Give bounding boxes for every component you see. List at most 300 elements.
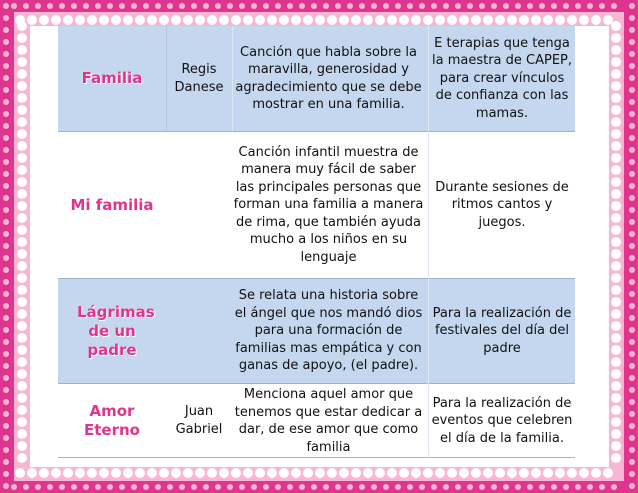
- scallop-dot: [423, 468, 433, 478]
- scallop-dot: [243, 15, 253, 25]
- scallop-dot: [63, 15, 73, 25]
- scallop-dot: [3, 447, 9, 453]
- scallop-dot: [629, 471, 635, 477]
- scallop-dot: [17, 405, 27, 415]
- scallop-dot: [3, 51, 9, 57]
- scallop-dot: [335, 484, 341, 490]
- scallop-dot: [17, 321, 27, 331]
- scallop-dot: [17, 189, 27, 199]
- scallop-dot: [239, 484, 245, 490]
- scallop-dot: [455, 484, 461, 490]
- scallop-dot: [611, 381, 621, 391]
- scallop-dot: [629, 51, 635, 57]
- scallop-dot: [339, 15, 349, 25]
- scallop-dot: [303, 468, 313, 478]
- scallop-dot: [143, 3, 149, 9]
- scallop-dot: [263, 484, 269, 490]
- author-cell: [166, 384, 232, 458]
- scallop-dot: [51, 468, 61, 478]
- scallop-dot: [87, 15, 97, 25]
- scallop-dot: [479, 3, 485, 9]
- scallop-dot: [17, 429, 27, 439]
- scallop-dot: [111, 15, 121, 25]
- scallop-dot: [215, 484, 221, 490]
- scallop-dot: [255, 468, 265, 478]
- scallop-dot: [431, 3, 437, 9]
- scallop-dot: [447, 15, 457, 25]
- column-divider: [166, 26, 167, 131]
- scallop-dot: [17, 381, 27, 391]
- scallop-dot: [603, 468, 613, 478]
- scallop-dot: [47, 484, 53, 490]
- scallop-dot: [3, 123, 9, 129]
- scallop-dot: [629, 339, 635, 345]
- scallop-dot: [563, 3, 569, 9]
- scallop-dot: [3, 111, 9, 117]
- scallop-dot: [611, 441, 621, 451]
- column-divider: [428, 26, 429, 458]
- scallop-dot: [131, 484, 137, 490]
- song-title: Mi familia: [70, 195, 154, 214]
- scallop-dot: [491, 3, 497, 9]
- scallop-dot: [629, 219, 635, 225]
- scallop-dot: [3, 39, 9, 45]
- scallop-dot: [17, 201, 27, 211]
- scallop-dot: [3, 231, 9, 237]
- scallop-dot: [519, 15, 529, 25]
- scallop-dot: [17, 33, 27, 43]
- song-title-cell: [58, 279, 166, 383]
- scallop-dot: [17, 249, 27, 259]
- scallop-dot: [17, 261, 27, 271]
- scallop-dot: [495, 15, 505, 25]
- scallop-dot: [555, 15, 565, 25]
- scallop-dot: [3, 483, 9, 489]
- scallop-dot: [27, 15, 37, 25]
- scallop-dot: [611, 81, 621, 91]
- scallop-dot: [3, 411, 9, 417]
- song-title-cell: [58, 26, 166, 131]
- use-cell: [429, 26, 575, 131]
- scallop-dot: [603, 15, 613, 25]
- scallop-dot: [611, 357, 621, 367]
- scallop-dot: [119, 484, 125, 490]
- scallop-dot: [611, 333, 621, 343]
- scallop-dot: [59, 484, 65, 490]
- scallop-dot: [131, 3, 137, 9]
- scallop-dot: [267, 468, 277, 478]
- scallop-dot: [459, 468, 469, 478]
- scallop-dot: [183, 15, 193, 25]
- scallop-dot: [515, 484, 521, 490]
- scallop-dot: [63, 468, 73, 478]
- scallop-dot: [629, 135, 635, 141]
- scallop-dot: [27, 468, 37, 478]
- scallop-dot: [629, 411, 635, 417]
- song-description: Menciona aquel amor que tenemos que estar dedicar a dar, de ese amor que como familia: [234, 387, 423, 455]
- scallop-dot: [287, 484, 293, 490]
- scallop-dot: [3, 255, 9, 261]
- scallop-dot: [611, 69, 621, 79]
- song-description: Canción que habla sobre la maravilla, generosidad y agradecimiento que se debe mostrar en una familia.: [235, 44, 422, 112]
- scallop-dot: [17, 117, 27, 127]
- scallop-dot: [455, 3, 461, 9]
- scallop-dot: [227, 484, 233, 490]
- scallop-dot: [471, 468, 481, 478]
- scallop-dot: [323, 484, 329, 490]
- scallop-dot: [399, 15, 409, 25]
- scallop-dot: [629, 87, 635, 93]
- description-cell: [230, 279, 427, 383]
- scallop-dot: [3, 315, 9, 321]
- song-title: Amor Eterno: [84, 402, 140, 439]
- scallop-dot: [327, 15, 337, 25]
- scallop-dot: [17, 417, 27, 427]
- scallop-dot: [483, 15, 493, 25]
- scallop-dot: [629, 159, 635, 165]
- scallop-dot: [629, 99, 635, 105]
- scallop-dot: [351, 468, 361, 478]
- scallop-dot: [219, 15, 229, 25]
- scallop-dot: [3, 459, 9, 465]
- scallop-dot: [519, 468, 529, 478]
- scallop-dot: [3, 99, 9, 105]
- scallop-dot: [3, 87, 9, 93]
- scallop-dot: [629, 27, 635, 33]
- scallop-dot: [17, 237, 27, 247]
- scallop-dot: [15, 468, 25, 478]
- scallop-dot: [17, 81, 27, 91]
- scallop-dot: [629, 399, 635, 405]
- song-title-cell: [58, 132, 166, 278]
- scallop-dot: [231, 15, 241, 25]
- table-row: [58, 132, 575, 278]
- row-divider: [58, 457, 575, 458]
- scallop-dot: [17, 297, 27, 307]
- scallop-dot: [11, 484, 17, 490]
- scallop-dot: [227, 3, 233, 9]
- scallop-dot: [263, 3, 269, 9]
- scallop-dot: [335, 3, 341, 9]
- scallop-dot: [3, 195, 9, 201]
- scallop-dot: [17, 357, 27, 367]
- scallop-dot: [629, 303, 635, 309]
- scallop-dot: [135, 15, 145, 25]
- scallop-dot: [3, 3, 9, 9]
- scallop-dot: [155, 3, 161, 9]
- scallop-dot: [17, 69, 27, 79]
- scallop-dot: [17, 45, 27, 55]
- scallop-dot: [123, 468, 133, 478]
- scallop-dot: [591, 15, 601, 25]
- scallop-dot: [279, 15, 289, 25]
- scallop-dot: [17, 453, 27, 463]
- scallop-dot: [275, 484, 281, 490]
- row-divider: [58, 131, 575, 132]
- scallop-dot: [3, 63, 9, 69]
- scallop-dot: [629, 483, 635, 489]
- scallop-dot: [515, 3, 521, 9]
- scallop-dot: [191, 3, 197, 9]
- scallop-dot: [17, 141, 27, 151]
- scallop-dot: [611, 345, 621, 355]
- scallop-dot: [507, 468, 517, 478]
- scallop-dot: [311, 3, 317, 9]
- scallop-dot: [587, 3, 593, 9]
- scallop-dot: [539, 3, 545, 9]
- scallop-dot: [17, 345, 27, 355]
- scallop-dot: [599, 484, 605, 490]
- scallop-dot: [3, 75, 9, 81]
- scallop-dot: [459, 15, 469, 25]
- scallop-dot: [207, 468, 217, 478]
- scallop-dot: [3, 327, 9, 333]
- scallop-dot: [3, 375, 9, 381]
- scallop-dot: [159, 468, 169, 478]
- scallop-dot: [3, 339, 9, 345]
- scallop-dot: [47, 3, 53, 9]
- scallop-dot: [171, 468, 181, 478]
- scallop-dot: [17, 93, 27, 103]
- scallop-dot: [3, 267, 9, 273]
- scallop-dot: [275, 3, 281, 9]
- scallop-dot: [155, 484, 161, 490]
- scallop-dot: [611, 237, 621, 247]
- scallop-dot: [587, 484, 593, 490]
- scallop-dot: [147, 15, 157, 25]
- scallop-dot: [411, 468, 421, 478]
- scallop-dot: [3, 351, 9, 357]
- scallop-dot: [243, 468, 253, 478]
- scallop-dot: [327, 468, 337, 478]
- scallop-dot: [3, 171, 9, 177]
- scallop-dot: [3, 399, 9, 405]
- scallop-dot: [629, 183, 635, 189]
- scallop-dot: [359, 3, 365, 9]
- scallop-dot: [195, 468, 205, 478]
- scallop-dot: [629, 279, 635, 285]
- scallop-dot: [3, 303, 9, 309]
- scallop-dot: [17, 105, 27, 115]
- scallop-dot: [375, 468, 385, 478]
- scallop-dot: [95, 484, 101, 490]
- scallop-dot: [611, 57, 621, 67]
- scallop-dot: [191, 484, 197, 490]
- scallop-dot: [3, 207, 9, 213]
- scallop-dot: [611, 45, 621, 55]
- table-row: [58, 384, 575, 458]
- scallop-dot: [215, 3, 221, 9]
- scallop-dot: [611, 129, 621, 139]
- scallop-dot: [17, 153, 27, 163]
- scallop-dot: [611, 33, 621, 43]
- scallop-dot: [17, 309, 27, 319]
- scallop-dot: [347, 3, 353, 9]
- scallop-dot: [159, 15, 169, 25]
- scallop-dot: [443, 484, 449, 490]
- scallop-dot: [351, 15, 361, 25]
- scallop-dot: [579, 468, 589, 478]
- scallop-dot: [611, 273, 621, 283]
- scallop-dot: [363, 15, 373, 25]
- scallop-dot: [3, 183, 9, 189]
- scallop-dot: [3, 15, 9, 21]
- scallop-dot: [17, 213, 27, 223]
- author-cell: [166, 26, 232, 131]
- scallop-dot: [3, 279, 9, 285]
- scallop-dot: [491, 484, 497, 490]
- scallop-dot: [83, 484, 89, 490]
- scallop-dot: [251, 484, 257, 490]
- scallop-dot: [419, 3, 425, 9]
- scallop-dot: [119, 3, 125, 9]
- scallop-dot: [467, 484, 473, 490]
- scallop-dot: [539, 484, 545, 490]
- scallop-dot: [419, 484, 425, 490]
- scallop-dot: [555, 468, 565, 478]
- scallop-dot: [3, 435, 9, 441]
- scallop-dot: [183, 468, 193, 478]
- scallop-dot: [629, 63, 635, 69]
- scallop-dot: [611, 213, 621, 223]
- column-divider: [232, 26, 233, 131]
- use-cell: [429, 279, 575, 383]
- scallop-dot: [629, 195, 635, 201]
- scallop-dot: [359, 484, 365, 490]
- scallop-dot: [111, 468, 121, 478]
- scallop-dot: [611, 3, 617, 9]
- scallop-dot: [467, 3, 473, 9]
- scallop-dot: [629, 375, 635, 381]
- scallop-dot: [347, 484, 353, 490]
- scallop-dot: [95, 3, 101, 9]
- scallop-dot: [611, 165, 621, 175]
- scallop-dot: [99, 468, 109, 478]
- scallop-dot: [59, 3, 65, 9]
- scallop-dot: [311, 484, 317, 490]
- scallop-dot: [299, 3, 305, 9]
- scallop-dot: [435, 468, 445, 478]
- scallop-dot: [299, 484, 305, 490]
- scallop-dot: [567, 468, 577, 478]
- scallop-dot: [503, 3, 509, 9]
- scallop-dot: [611, 93, 621, 103]
- scallop-dot: [629, 363, 635, 369]
- scallop-dot: [287, 3, 293, 9]
- scallop-dot: [435, 15, 445, 25]
- scallop-dot: [39, 468, 49, 478]
- scallop-dot: [371, 484, 377, 490]
- scallop-dot: [611, 177, 621, 187]
- table-row: [58, 26, 575, 131]
- song-title: Lágrimas de un padre: [77, 302, 155, 359]
- scallop-dot: [3, 291, 9, 297]
- scallop-dot: [179, 484, 185, 490]
- scallop-dot: [611, 21, 621, 31]
- scallop-dot: [611, 429, 621, 439]
- scallop-dot: [395, 484, 401, 490]
- scallop-dot: [231, 468, 241, 478]
- scallop-dot: [507, 15, 517, 25]
- scallop-dot: [629, 315, 635, 321]
- scallop-dot: [611, 484, 617, 490]
- scallop-dot: [107, 484, 113, 490]
- scallop-dot: [629, 423, 635, 429]
- use-cell: [429, 132, 575, 278]
- scallop-dot: [267, 15, 277, 25]
- scallop-dot: [527, 484, 533, 490]
- scallop-dot: [629, 291, 635, 297]
- scallop-dot: [611, 321, 621, 331]
- scallop-dot: [17, 369, 27, 379]
- scallop-dot: [3, 387, 9, 393]
- scallop-dot: [17, 285, 27, 295]
- scallop-dot: [35, 484, 41, 490]
- scallop-dot: [17, 21, 27, 31]
- scallop-dot: [579, 15, 589, 25]
- scallop-dot: [87, 468, 97, 478]
- scallop-dot: [23, 484, 29, 490]
- scallop-dot: [575, 484, 581, 490]
- song-use: Para la realización de festivales del día del padre: [432, 305, 572, 356]
- scallop-dot: [629, 3, 635, 9]
- scallop-dot: [611, 285, 621, 295]
- scallop-dot: [495, 468, 505, 478]
- scallop-dot: [75, 15, 85, 25]
- scallop-dot: [551, 484, 557, 490]
- scallop-dot: [207, 15, 217, 25]
- scallop-dot: [219, 468, 229, 478]
- scallop-dot: [383, 3, 389, 9]
- scallop-dot: [371, 3, 377, 9]
- song-title-cell: [58, 384, 166, 458]
- scallop-dot: [75, 468, 85, 478]
- scallop-dot: [407, 484, 413, 490]
- scallop-dot: [203, 484, 209, 490]
- scallop-dot: [629, 75, 635, 81]
- scallop-dot: [431, 484, 437, 490]
- songs-table: [58, 26, 575, 458]
- scallop-dot: [629, 147, 635, 153]
- scallop-dot: [135, 468, 145, 478]
- scallop-dot: [3, 219, 9, 225]
- song-description: Canción infantil muestra de manera muy fácil de saber las principales personas que forman una familia a manera de rima, que también ayuda mucho a los niños en su lenguaje: [233, 144, 424, 265]
- scallop-dot: [315, 468, 325, 478]
- scallop-dot: [531, 15, 541, 25]
- scallop-dot: [3, 159, 9, 165]
- song-author: Regis Danese: [174, 61, 224, 95]
- scallop-dot: [591, 468, 601, 478]
- scallop-dot: [629, 231, 635, 237]
- scallop-dot: [611, 393, 621, 403]
- scallop-dot: [503, 484, 509, 490]
- scallop-dot: [611, 249, 621, 259]
- scallop-dot: [195, 15, 205, 25]
- scallop-dot: [251, 3, 257, 9]
- scallop-dot: [527, 3, 533, 9]
- scallop-dot: [339, 468, 349, 478]
- scallop-dot: [611, 369, 621, 379]
- description-cell: [230, 132, 427, 278]
- scallop-dot: [629, 267, 635, 273]
- scallop-dot: [99, 15, 109, 25]
- scallop-dot: [17, 393, 27, 403]
- scallop-dot: [611, 453, 621, 463]
- song-use: E terapias que tenga la maestra de CAPEP, para crear vínculos de confianza con las mamas.: [431, 35, 573, 121]
- use-cell: [429, 384, 575, 458]
- scallop-dot: [599, 3, 605, 9]
- scallop-dot: [387, 468, 397, 478]
